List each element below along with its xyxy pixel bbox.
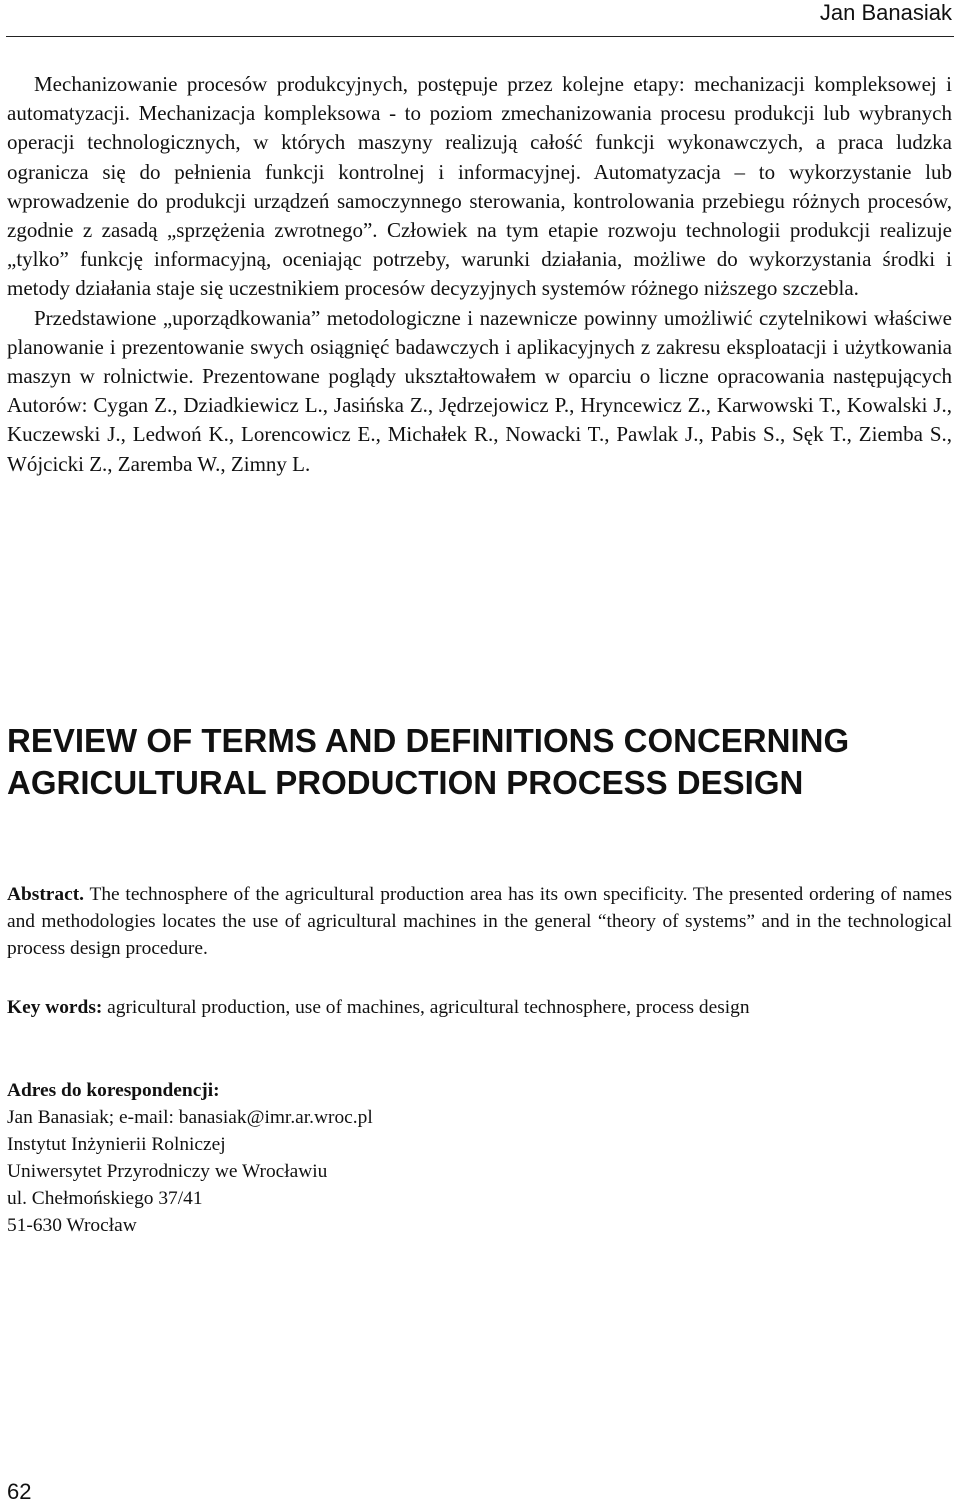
running-header-author: Jan Banasiak: [819, 0, 952, 25]
english-title: [7, 720, 952, 804]
correspondence-address: [7, 1077, 373, 1239]
correspondence-line: ul. Chełmońskiego 37/41: [7, 1188, 203, 1209]
abstract-text: The technosphere of the agricultural production area has its own specificity. The presented ordering of names and methodologies locates the use of agricultural machines in the general “theory of systems” and in the technological process design procedure.: [7, 884, 952, 959]
article-body: [7, 70, 952, 479]
correspondence-line: Uniwersytet Przyrodniczy we Wrocławiu: [7, 1161, 328, 1182]
page-number: 62: [7, 1479, 32, 1504]
abstract: [7, 881, 952, 962]
body-paragraph: Mechanizowanie procesów produkcyjnych, postępuje przez kolejne etapy: mechanizacji kompleksowej i automatyzacji. Mechanizacja kompleksowa - to poziom zmechanizowania procesu produkcji lub wybranych operacji technologicznych, w których maszyny realizują całość funkcji wykonawczych, a praca ludzka ogranicza się do pełnienia funkcji kontrolnej i informacyjnej. Automatyzacja – to wykorzystanie lub wprowadzenie do produkcji urządzeń samoczynnego sterowania, kontrolowania przebiegu różnych procesów, zgodnie z zasadą „sprzężenia zwrotnego”. Człowiek na tym etapie rozwoju technologii produkcji realizuje „tylko” funkcję informacyjną, oceniając potrzeby, warunki działania, możliwe do wykorzystania środki i metody działania staje się uczestnikiem procesów decyzyjnych systemów różnego niższego szczebla.: [7, 72, 952, 301]
header-divider: [6, 36, 954, 37]
title-line: AGRICULTURAL PRODUCTION PROCESS DESIGN: [7, 764, 804, 801]
abstract-label: Abstract.: [7, 884, 85, 905]
key-words-label: Key words:: [7, 997, 103, 1018]
correspondence-line: 51-630 Wrocław: [7, 1215, 137, 1236]
correspondence-line: Jan Banasiak; e-mail: banasiak@imr.ar.wroc.pl: [7, 1107, 373, 1128]
correspondence-line: Instytut Inżynierii Rolniczej: [7, 1134, 226, 1155]
correspondence-heading: Adres do korespondencji:: [7, 1080, 220, 1101]
body-paragraph: Przedstawione „uporządkowania” metodologiczne i nazewnicze powinny umożliwić czytelnikowi właściwe planowanie i prezentowanie swych osiągnięć badawczych i aplikacyjnych z zakresu eksploatacji i użytkowania maszyn w rolnictwie. Prezentowane poglądy ukształtowałem w oparciu o liczne opracowania następujących Autorów: Cygan Z., Dziadkiewicz L., Jasińska Z., Jędrzejowicz P., Hryncewicz Z., Karwowski T., Kowalski J., Kuczewski J., Ledwoń K., Lorencowicz E., Michałek R., Nowacki T., Pawlak J., Pabis S., Sęk T., Ziemba S., Wójcicki Z., Zaremba W., Zimny L.: [7, 305, 952, 476]
key-words-text: agricultural production, use of machines, agricultural technosphere, process design: [102, 997, 750, 1018]
key-words: [7, 994, 952, 1021]
title-line: REVIEW OF TERMS AND DEFINITIONS CONCERNING: [7, 722, 850, 759]
